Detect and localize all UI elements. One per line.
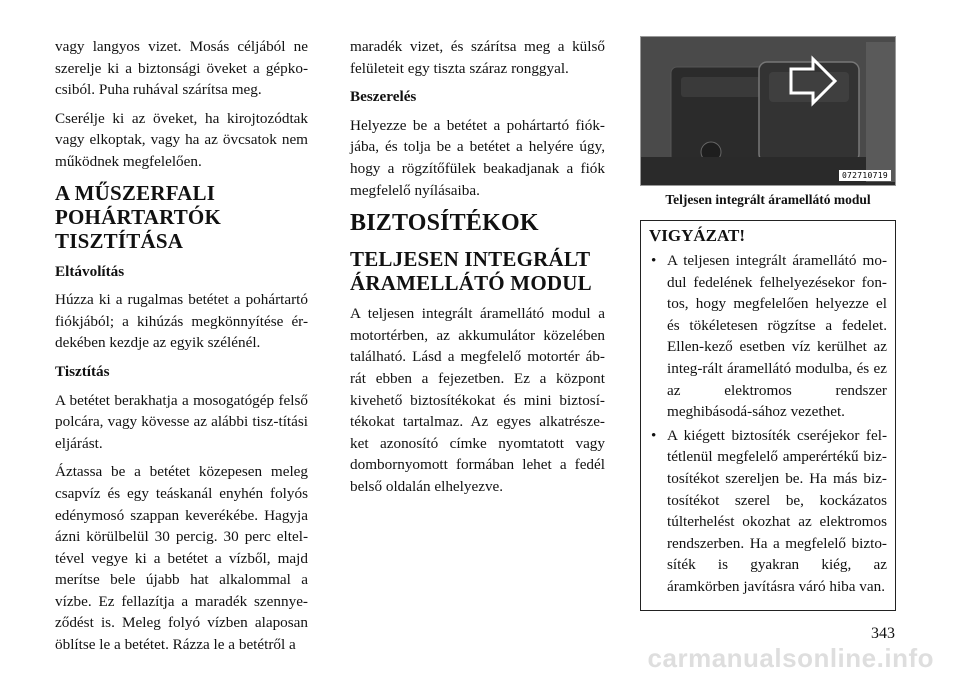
paragraph: Cserélje ki az öveket, ha kirojtozódtak vagy elkoptak, vagy ha az övcsatok nem működnek megfelelően. (55, 109, 308, 170)
watermark: carmanualsonline.info (647, 643, 934, 673)
warning-list (649, 250, 887, 598)
subheading-cleaning: Tisztítás (55, 362, 110, 380)
left-column (55, 36, 308, 663)
subheading-install: Beszerelés (350, 88, 417, 106)
warning-item (649, 425, 887, 598)
paragraph: maradék vizet, és szárítsa meg a külső felületeit egy tiszta száraz ronggyal. (350, 38, 605, 77)
right-column (640, 36, 896, 611)
section-heading: A MŰSZERFALI POHÁRTARTÓK TISZTÍTÁSA (55, 180, 222, 253)
section-heading-fuses: BIZTOSÍTÉKOK (350, 210, 539, 237)
paragraph: vagy langyos vizet. Mosás céljából ne szerelje ki a biztonsági öveket a gépko-csiból. Puha ruhával szárítsa meg. (55, 38, 308, 99)
warning-item (649, 250, 887, 423)
engine-bay-illustration (641, 37, 896, 186)
middle-column (350, 36, 605, 505)
paragraph: A betétet berakhatja a mosogatógép felső polcára, vagy kövesse az alábbi tisz-títási eljárást. (55, 391, 308, 452)
paragraph: Helyezze be a betétet a pohártartó fiók-jába, és tolja be a betétet a helyére úgy, hogy a rögzítőfülek beakadjanak a fiók megfelelő nyílásaiba. (350, 116, 605, 199)
warning-item-text: A kiégett biztosíték cseréjekor fel-tétlenül megfelelő amperértékű biz-tosítékot szereljen be. Ha más biz-tosítékot szerel be, kockázatos túlterhelést okozhat az elektromos rendszerben. Ha a megfelelő bizto-síték is gyakran kiég, az áramkörben javításra váró hiba van. (667, 426, 887, 595)
page-number: 343 (871, 625, 895, 642)
paragraph: Húzza ki a rugalmas betétet a pohártartó fiókjából; a kihúzás megkönnyítése ér-dekében kezdje az egyik szélénél. (55, 291, 308, 352)
warning-title: VIGYÁZAT! (649, 226, 746, 245)
subheading-removal: Eltávolítás (55, 262, 125, 280)
warning-box (640, 220, 896, 611)
section-heading-power-module: TELJESEN INTEGRÁLT ÁRAMELLÁTÓ MODUL (350, 247, 592, 296)
power-module-photo (640, 36, 896, 186)
photo-caption: Teljesen integrált áramellátó modul (665, 192, 871, 207)
warning-item-text: A teljesen integrált áramellátó mo-dul fedelének felhelyezésekor fon-tos, hogy megfelelően helyezze el és tökéletesen rögzítse a fedelet. Ellen-kező esetben víz kerülhet az integ-rált áramellátó modulba, és ez az elektromos rendszer meghibásodá-sához vezethet. (667, 252, 887, 421)
bullet: • (651, 426, 657, 444)
photo-code: 072710719 (839, 170, 891, 181)
paragraph: A teljesen integrált áramellátó modul a motortérben, az akkumulátor közelében található. Lásd a megfelelő motortér áb-rát ebben a fejezetben. Ez a központ kivehető biztosítékokat és mini biztosí-tékokat tartalmaz. Az egyes alkatrésze-ket azonosító címke nyomtatott vagy dombornyomott formában lehet a fedél belső oldalán elhelyezve. (350, 305, 605, 495)
bullet: • (651, 252, 657, 269)
paragraph: Áztassa be a betétet közepesen meleg csapvíz és egy teáskanál enyhén folyós edénymosó szappan keverékébe. Hagyja ázni körülbelül 30 percig. 30 perc eltel-tével vegye ki a betétet a vízből, majd merítse bele újabb hat alkalommal a vízbe. Ez fellazítja a maradék szennye-ződést is. Meleg folyó vízben alaposan öblítse le a betétet. Rázza le a betétről a (55, 463, 308, 654)
